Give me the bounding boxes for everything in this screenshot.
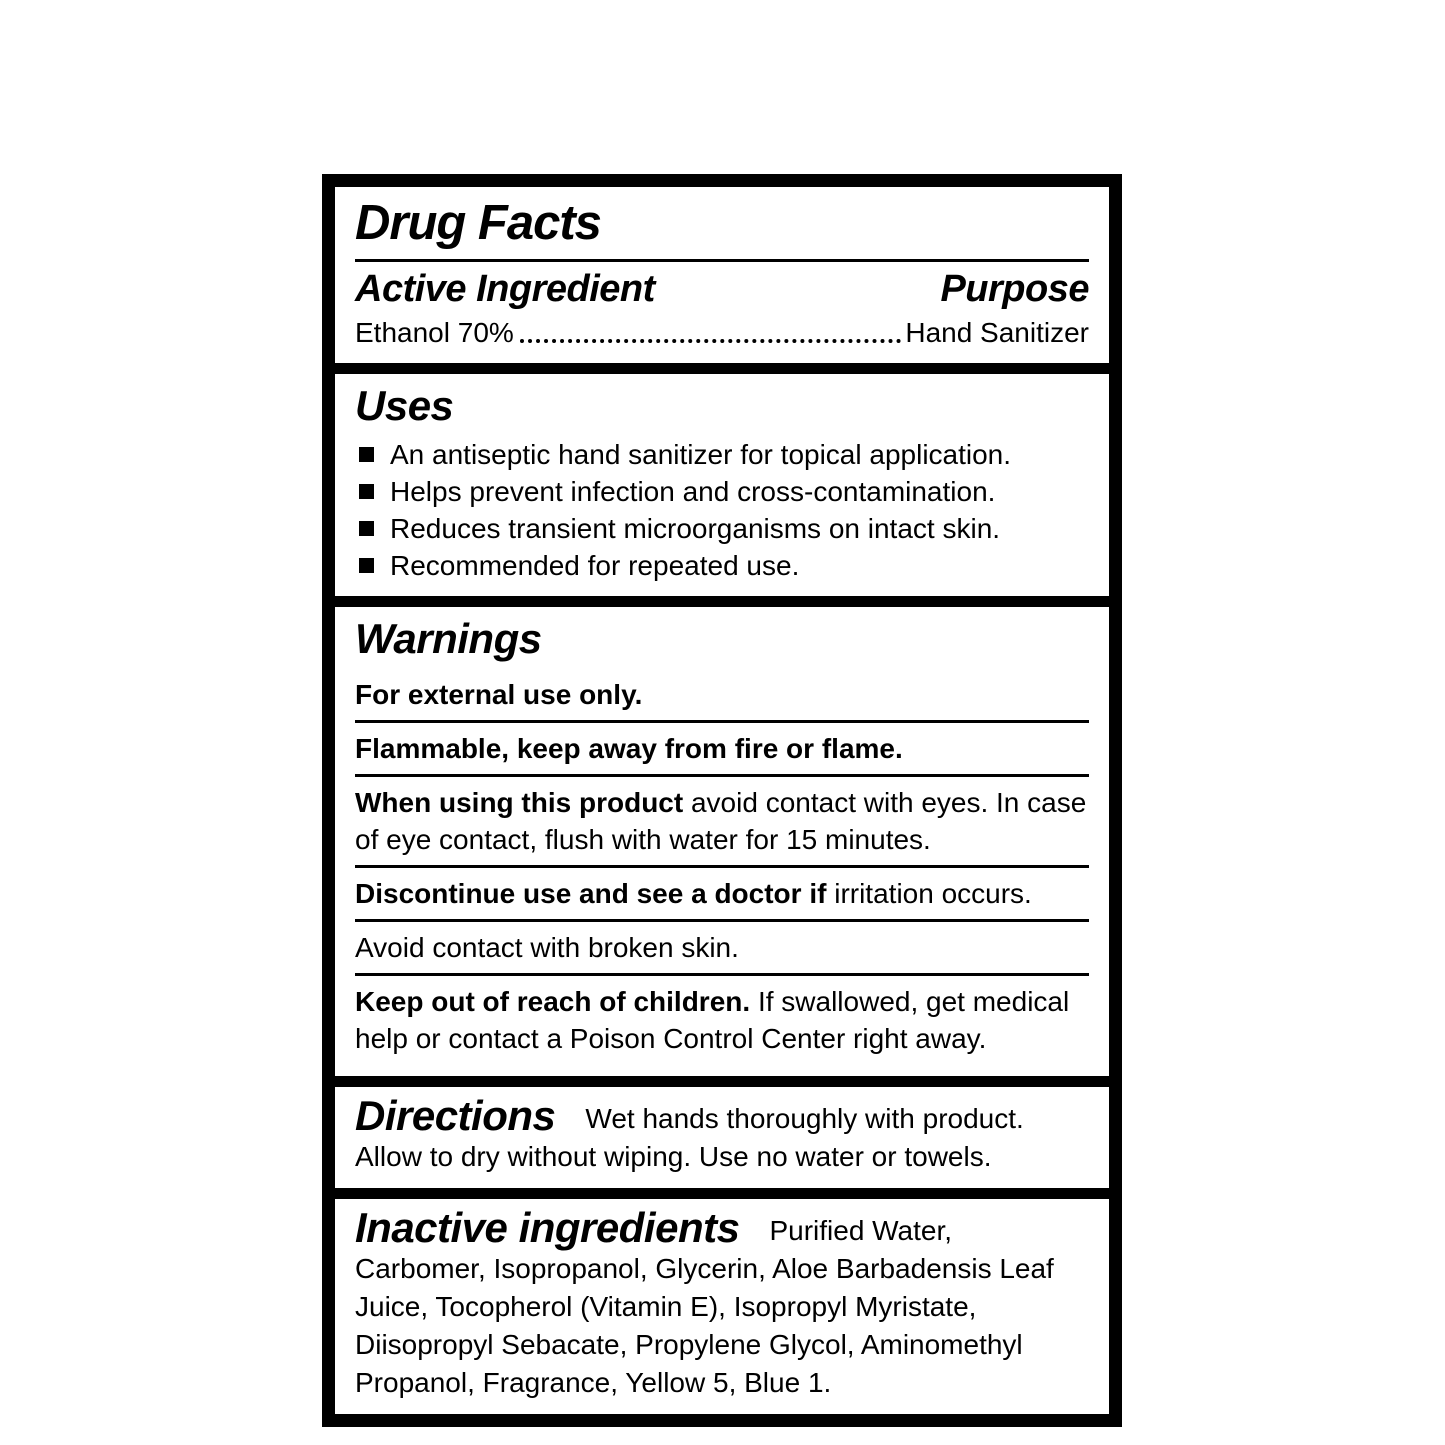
dotted-leader [520, 339, 902, 343]
uses-item [355, 510, 1089, 547]
directions-heading: Directions [355, 1092, 556, 1140]
warning-item [355, 868, 1089, 919]
section-warnings [335, 607, 1109, 1076]
title-divider [355, 259, 1089, 262]
warning-bold-text: Discontinue use and see a doctor if [355, 878, 827, 910]
warning-bold-text: Flammable, keep away from fire or flame. [355, 733, 903, 765]
warning-item [355, 669, 1089, 720]
uses-item [355, 547, 1089, 584]
warning-text: avoid contact with eyes. In case of eye contact, flush with water for 15 minutes. [355, 787, 1087, 856]
section-inactive-ingredients [335, 1199, 1109, 1414]
inactive-ingredients-heading: Inactive ingredients [355, 1204, 740, 1252]
uses-item [355, 473, 1089, 510]
warning-text: irritation occurs. [826, 878, 1032, 910]
section-header [335, 187, 1109, 363]
purpose-value: Hand Sanitizer [905, 316, 1089, 348]
uses-heading: Uses [355, 381, 454, 429]
square-bullet-icon [359, 521, 374, 536]
directions-text: Wet hands thoroughly with product. Allow to dry without wiping. Use no water or towels. [355, 1103, 1024, 1173]
uses-item-text: An antiseptic hand sanitizer for topical application. [390, 439, 1012, 471]
warning-bold-text: When using this product [355, 787, 684, 819]
square-bullet-icon [359, 558, 374, 573]
purpose-heading: Purpose [940, 267, 1089, 310]
uses-item-text: Recommended for repeated use. [390, 550, 800, 582]
warning-bold-text: For external use only. [355, 679, 643, 711]
warnings-heading: Warnings [355, 615, 542, 663]
uses-item [355, 436, 1089, 473]
square-bullet-icon [359, 484, 374, 499]
active-ingredient-value: Ethanol 70% [355, 316, 514, 348]
square-bullet-icon [359, 447, 374, 462]
directions-paragraph [355, 1092, 1089, 1176]
warning-text: If swallowed, get medical help or contact a Poison Control Center right away. [355, 986, 1070, 1055]
drug-facts-label [322, 174, 1122, 1427]
warning-item [355, 723, 1089, 774]
active-ingredient-heading: Active Ingredient [355, 267, 655, 310]
uses-item-text: Helps prevent infection and cross-contamination. [390, 476, 996, 508]
uses-item-text: Reduces transient microorganisms on intact skin. [390, 513, 1001, 545]
drug-facts-title: Drug Facts [355, 196, 601, 250]
warning-item [355, 976, 1089, 1064]
section-directions [335, 1087, 1109, 1188]
active-ingredient-row [355, 268, 1089, 311]
warning-item [355, 922, 1089, 973]
warning-text: Avoid contact with broken skin. [355, 932, 739, 964]
warning-item [355, 777, 1089, 865]
section-uses [335, 374, 1109, 596]
inactive-ingredients-text: Purified Water, Carbomer, Isopropanol, Glycerin, Aloe Barbadensis Leaf Juice, Tocopherol (Vitamin E), Isopropyl Myristate, Diisopropyl Sebacate, Propylene Glycol, Aminomethyl Propanol, Fragrance, Yellow 5, Blue 1. [355, 1215, 1054, 1399]
warning-bold-text: Keep out of reach of children. [355, 986, 751, 1018]
inactive-ingredients-paragraph [355, 1204, 1089, 1402]
ethanol-row [355, 315, 1089, 351]
